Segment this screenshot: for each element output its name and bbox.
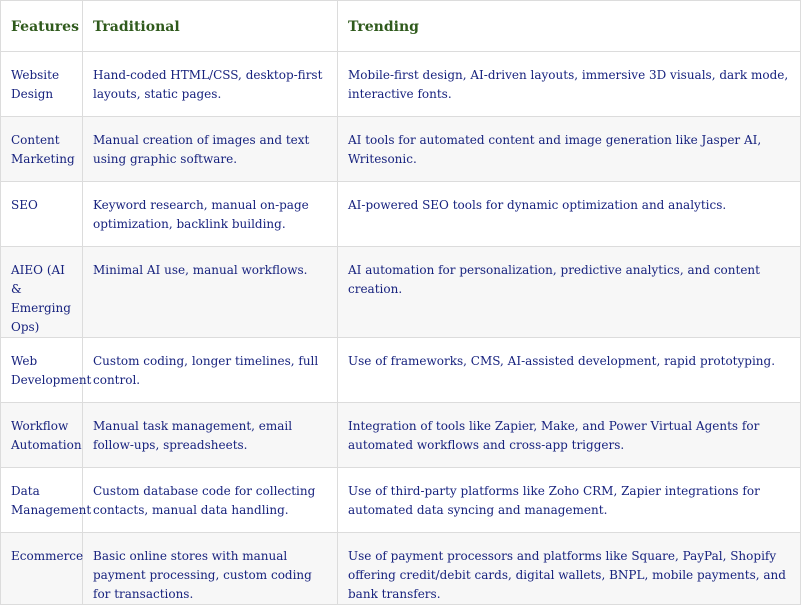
table-header-row <box>1 1 801 52</box>
traditional-cell: Hand-coded HTML/CSS, desktop-first layouts, static pages. <box>83 52 338 117</box>
trending-cell: Integration of tools like Zapier, Make, and Power Virtual Agents for automated workflows and cross-app triggers. <box>338 403 801 468</box>
feature-cell: Web Development <box>1 338 83 403</box>
feature-cell: Workflow Automation <box>1 403 83 468</box>
feature-cell: SEO <box>1 182 83 247</box>
feature-cell: Ecommerce <box>1 533 83 605</box>
traditional-cell: Custom database code for collecting contacts, manual data handling. <box>83 468 338 533</box>
feature-cell: Data Management <box>1 468 83 533</box>
traditional-cell: Keyword research, manual on-page optimization, backlink building. <box>83 182 338 247</box>
trending-cell: Mobile-first design, AI-driven layouts, immersive 3D visuals, dark mode, interactive fonts. <box>338 52 801 117</box>
feature-cell: AIEO (AI & Emerging Ops) <box>1 247 83 338</box>
table-row <box>1 338 801 403</box>
trending-cell: Use of payment processors and platforms like Square, PayPal, Shopify offering credit/debit cards, digital wallets, BNPL, mobile payments, and bank transfers. <box>338 533 801 605</box>
traditional-cell: Custom coding, longer timelines, full control. <box>83 338 338 403</box>
table-row <box>1 468 801 533</box>
trending-cell: AI-powered SEO tools for dynamic optimization and analytics. <box>338 182 801 247</box>
header-trending: Trending <box>338 1 801 52</box>
traditional-cell: Basic online stores with manual payment processing, custom coding for transactions. <box>83 533 338 605</box>
header-features: Features <box>1 1 83 52</box>
trending-cell: AI automation for personalization, predictive analytics, and content creation. <box>338 247 801 338</box>
traditional-cell: Minimal AI use, manual workflows. <box>83 247 338 338</box>
trending-cell: AI tools for automated content and image generation like Jasper AI, Writesonic. <box>338 117 801 182</box>
feature-cell: Website Design <box>1 52 83 117</box>
table-row <box>1 247 801 338</box>
table-row <box>1 52 801 117</box>
trending-cell: Use of frameworks, CMS, AI-assisted development, rapid prototyping. <box>338 338 801 403</box>
table-row <box>1 117 801 182</box>
traditional-cell: Manual creation of images and text using graphic software. <box>83 117 338 182</box>
table-row <box>1 182 801 247</box>
table-row <box>1 403 801 468</box>
trending-cell: Use of third-party platforms like Zoho CRM, Zapier integrations for automated data syncing and management. <box>338 468 801 533</box>
feature-cell: Content Marketing <box>1 117 83 182</box>
header-traditional: Traditional <box>83 1 338 52</box>
table-row <box>1 533 801 605</box>
traditional-cell: Manual task management, email follow-ups, spreadsheets. <box>83 403 338 468</box>
